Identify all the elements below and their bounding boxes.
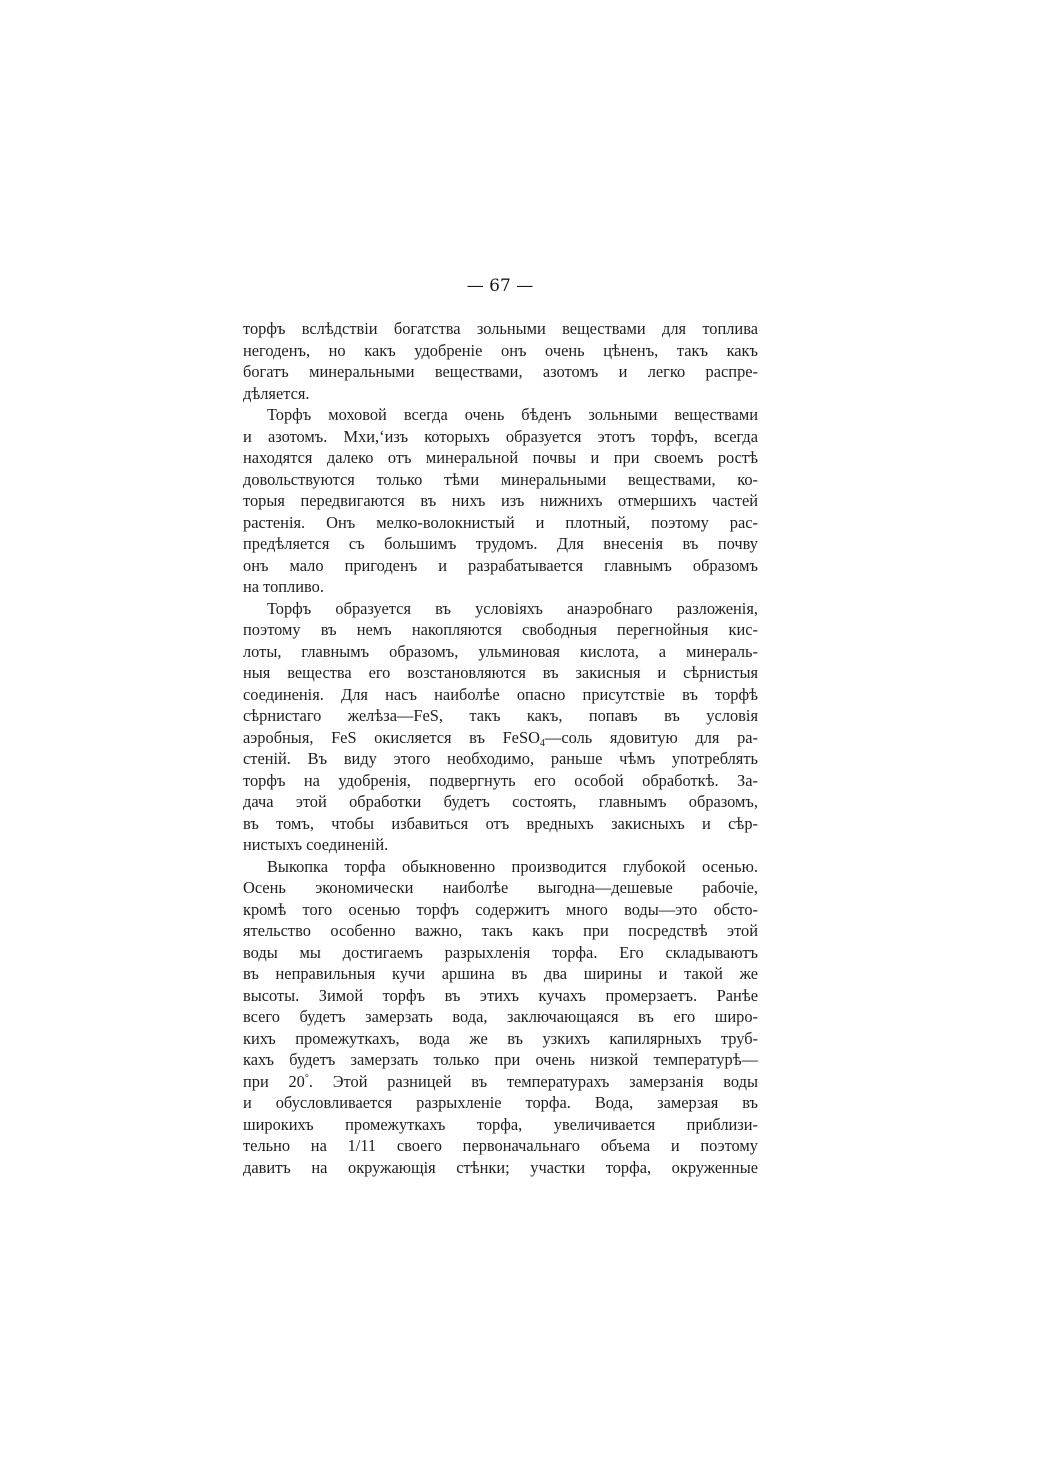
text-line <box>243 1071 758 1093</box>
text-line: Осень экономически наиболѣе выгодна—дешевые рабочіе, <box>243 878 758 897</box>
text-line: въ неправильныя кучи аршина въ два ширины и такой же <box>243 964 758 983</box>
text-line: торыя передвигаются въ нихъ изъ нижнихъ отмершихъ частей <box>243 491 758 510</box>
text-line: ятельство особенно важно, такъ какъ при посредствѣ этой <box>243 921 758 940</box>
text-line <box>243 727 758 749</box>
text-line: и азотомъ. Мхи,‘изъ которыхъ образуется этотъ торфъ, всегда <box>243 426 758 446</box>
text-line: нистыхъ соединеній. <box>243 835 389 854</box>
text-line: находятся далеко отъ минеральной почвы и при своемъ ростѣ <box>243 448 758 467</box>
text-line: кромѣ того осенью торфъ содержитъ много воды—это обсто- <box>243 899 758 919</box>
text-line: негоденъ, но какъ удобреніе онъ очень цѣненъ, такъ какъ <box>243 340 758 360</box>
text-line: онъ мало пригоденъ и разрабатывается главнымъ образомъ <box>243 555 758 575</box>
text-line: богатъ минеральными веществами, азотомъ и легко распре- <box>243 362 758 381</box>
text-line: торфъ на удобренія, подвергнуть его особой обработкѣ. За- <box>243 770 758 790</box>
text-line: довольствуются только тѣми минеральными веществами, ко- <box>243 469 758 489</box>
text-line: всего будетъ замерзать вода, заключающаяся въ его широ- <box>243 1007 758 1026</box>
text-segment: аэробныя, FeS окисляется въ FeSO <box>243 727 540 747</box>
text-line: сѣрнистаго желѣза—FeS, такъ какъ, попавъ въ условія <box>243 706 758 725</box>
text-line: дѣляется. <box>243 383 310 403</box>
text-line: дача этой обработки будетъ состоять, главнымъ образомъ, <box>243 792 758 811</box>
text-line: тельно на 1/11 своего первоначальнаго объема и поэтому <box>243 1136 758 1155</box>
page-number: — 67 — <box>466 276 534 296</box>
body-text <box>243 318 758 1178</box>
text-line: предѣляется съ большимъ трудомъ. Для внесенія въ почву <box>243 534 758 553</box>
text-line: лоты, главнымъ образомъ, ульминовая кислота, а минераль- <box>243 641 758 661</box>
text-line: широкихъ промежуткахъ торфа, увеличивается приблизи- <box>243 1114 758 1134</box>
text-line: Выкопка торфа обыкновенно производится глубокой осенью. <box>267 856 758 876</box>
text-line: въ томъ, чтобы избавиться отъ вредныхъ закисныхъ и сѣр- <box>243 813 758 833</box>
text-line: соединенія. Для насъ наиболѣе опасно присутствіе въ торфѣ <box>243 684 758 704</box>
text-line: высоты. Зимой торфъ въ этихъ кучахъ промерзаетъ. Ранѣе <box>243 985 758 1005</box>
chemical-subscript: 4 <box>539 737 545 749</box>
text-line: ныя вещества его возстановляются въ закисныя и сѣрнистыя <box>243 663 758 682</box>
text-line: давитъ на окружающія стѣнки; участки торфа, окруженные <box>243 1157 758 1177</box>
text-line: кихъ промежуткахъ, вода же въ узкихъ капилярныхъ труб- <box>243 1028 758 1048</box>
text-line: торфъ вслѣдствіи богатства зольными веществами для топлива <box>243 319 758 338</box>
text-line: кахъ будетъ замерзать только при очень низкой температурѣ— <box>243 1050 758 1069</box>
text-line: Торфъ образуется въ условіяхъ анаэробнаго разложенія, <box>267 598 758 618</box>
text-line: растенія. Онъ мелко-волокнистый и плотный, поэтому рас- <box>243 512 758 532</box>
text-line: Торфъ моховой всегда очень бѣденъ зольными веществами <box>267 405 758 424</box>
degree-superscript: ° <box>304 1072 309 1084</box>
text-line: на топливо. <box>243 577 324 596</box>
text-segment: —соль ядовитую для ра- <box>544 727 758 747</box>
text-line: стеній. Въ виду этого необходимо, раньше чѣмъ употреблять <box>243 749 758 768</box>
text-line: воды мы достигаемъ разрыхленія торфа. Его складываютъ <box>243 942 758 962</box>
text-line: и обусловливается разрыхленіе торфа. Вода, замерзая въ <box>243 1093 758 1112</box>
text-segment: при 20 <box>243 1071 305 1091</box>
text-segment: . Этой разницей въ температурахъ замерзанія воды <box>308 1071 758 1091</box>
text-line: поэтому въ немъ накопляются свободныя перегнойныя кис- <box>243 620 758 639</box>
